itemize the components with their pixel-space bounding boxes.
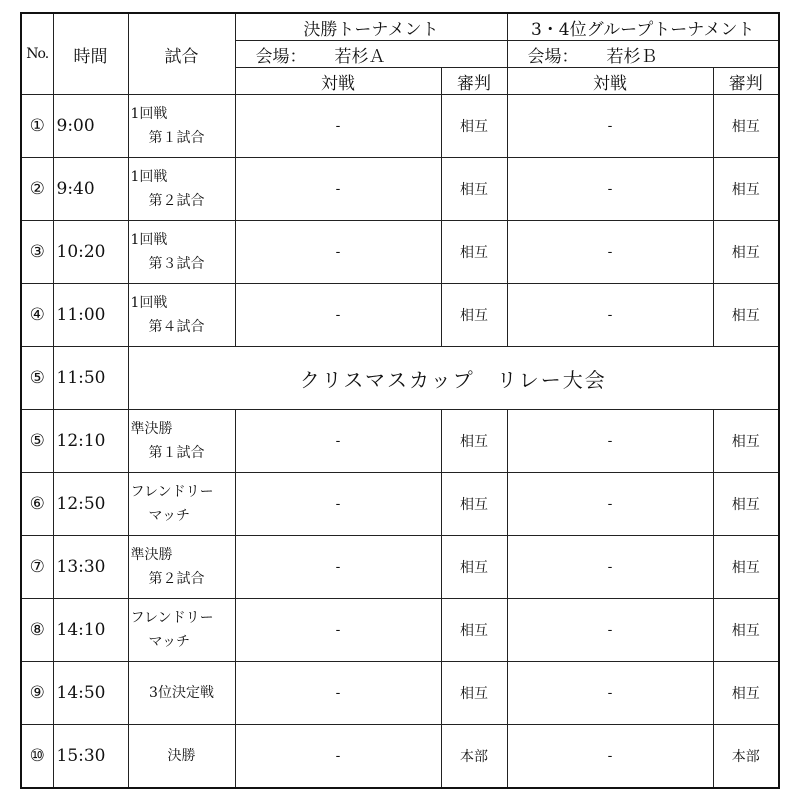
row-time: 12:10 (53, 410, 128, 473)
header-time: 時間 (53, 13, 128, 95)
schedule-sheet (20, 12, 780, 789)
row-match (128, 284, 235, 347)
versus-b: - (507, 284, 713, 347)
match-line-2: 第１試合 (148, 445, 205, 461)
schedule-table (20, 12, 780, 789)
row-time: 10:20 (53, 221, 128, 284)
table-row (21, 662, 779, 725)
referee-b: 相互 (713, 662, 779, 725)
row-number: ③ (21, 221, 53, 284)
match-line-2: 第１試合 (148, 130, 205, 146)
table-row (21, 95, 779, 158)
referee-a: 相互 (441, 599, 507, 662)
table-row (21, 284, 779, 347)
referee-a: 本部 (441, 725, 507, 789)
row-match (128, 725, 235, 789)
referee-a: 相互 (441, 473, 507, 536)
header-referee-a: 審判 (441, 68, 507, 95)
row-number: ① (21, 95, 53, 158)
row-time: 14:50 (53, 662, 128, 725)
referee-b: 相互 (713, 536, 779, 599)
match-line-1: 準決勝 (130, 547, 173, 563)
referee-a: 相互 (441, 284, 507, 347)
match-line-1: 1回戦 (130, 169, 168, 185)
row-match (128, 221, 235, 284)
versus-a: - (235, 536, 441, 599)
match-line-2: 第４試合 (148, 319, 205, 335)
row-number: ⑤ (21, 410, 53, 473)
match-line-1: フレンドリー (130, 484, 214, 500)
referee-a: 相互 (441, 536, 507, 599)
header-group-tournament: 3・4位グループトーナメント (507, 13, 779, 41)
row-event: クリスマスカップ リレー大会 (128, 347, 779, 410)
table-row (21, 599, 779, 662)
versus-a: - (235, 473, 441, 536)
row-match (128, 95, 235, 158)
match-line-1: 3位決定戦 (149, 685, 214, 701)
table-row (21, 536, 779, 599)
versus-b: - (507, 410, 713, 473)
referee-b: 相互 (713, 158, 779, 221)
row-time: 15:30 (53, 725, 128, 789)
row-time: 9:00 (53, 95, 128, 158)
table-row (21, 410, 779, 473)
row-number: ⑥ (21, 473, 53, 536)
venue-b-name: 若杉Ｂ (606, 46, 658, 67)
referee-a: 相互 (441, 95, 507, 158)
match-line-1: 決勝 (167, 748, 196, 764)
row-number: ⑧ (21, 599, 53, 662)
match-line-2: 第３試合 (148, 256, 205, 272)
referee-b: 相互 (713, 95, 779, 158)
versus-a: - (235, 599, 441, 662)
row-number: ⑦ (21, 536, 53, 599)
versus-b: - (507, 158, 713, 221)
table-row (21, 473, 779, 536)
row-time: 11:00 (53, 284, 128, 347)
row-match (128, 473, 235, 536)
match-line-1: 1回戦 (130, 232, 168, 248)
versus-b: - (507, 662, 713, 725)
versus-a: - (235, 662, 441, 725)
venue-a (235, 41, 507, 68)
match-line-2: 第２試合 (148, 571, 205, 587)
row-time: 12:50 (53, 473, 128, 536)
row-match (128, 410, 235, 473)
row-match (128, 536, 235, 599)
table-row (21, 158, 779, 221)
row-match (128, 158, 235, 221)
referee-b: 相互 (713, 599, 779, 662)
referee-b: 相互 (713, 221, 779, 284)
referee-a: 相互 (441, 221, 507, 284)
venue-b-label: 会場： (527, 46, 579, 67)
referee-b: 相互 (713, 473, 779, 536)
match-line-2: 第２試合 (148, 193, 205, 209)
header-referee-b: 審判 (713, 68, 779, 95)
versus-b: - (507, 473, 713, 536)
header-versus-b: 対戦 (507, 68, 713, 95)
versus-b: - (507, 725, 713, 789)
match-line-1: フレンドリー (130, 610, 214, 626)
row-number: ⑨ (21, 662, 53, 725)
row-time: 14:10 (53, 599, 128, 662)
referee-b: 相互 (713, 410, 779, 473)
row-time: 11:50 (53, 347, 128, 410)
versus-a: - (235, 284, 441, 347)
referee-a: 相互 (441, 410, 507, 473)
header-versus-a: 対戦 (235, 68, 441, 95)
row-time: 13:30 (53, 536, 128, 599)
versus-b: - (507, 599, 713, 662)
versus-b: - (507, 221, 713, 284)
versus-a: - (235, 725, 441, 789)
match-line-1: 準決勝 (130, 421, 173, 437)
table-row (21, 347, 779, 410)
row-time: 9:40 (53, 158, 128, 221)
versus-a: - (235, 95, 441, 158)
venue-b (507, 41, 779, 68)
referee-a: 相互 (441, 662, 507, 725)
row-number: ⑤ (21, 347, 53, 410)
row-number: ⑩ (21, 725, 53, 789)
row-number: ④ (21, 284, 53, 347)
table-row (21, 725, 779, 789)
row-match (128, 662, 235, 725)
header-match: 試合 (128, 13, 235, 95)
referee-a: 相互 (441, 158, 507, 221)
row-match (128, 599, 235, 662)
versus-a: - (235, 410, 441, 473)
versus-b: - (507, 536, 713, 599)
versus-a: - (235, 158, 441, 221)
match-line-2: マッチ (148, 508, 190, 524)
match-line-2: マッチ (148, 634, 190, 650)
venue-a-name: 若杉Ａ (334, 46, 386, 67)
versus-a: - (235, 221, 441, 284)
referee-b: 相互 (713, 284, 779, 347)
row-number: ② (21, 158, 53, 221)
match-line-1: 1回戦 (130, 106, 168, 122)
match-line-1: 1回戦 (130, 295, 168, 311)
header-no: No. (21, 13, 53, 95)
table-row (21, 221, 779, 284)
venue-a-label: 会場： (255, 46, 307, 67)
versus-b: - (507, 95, 713, 158)
referee-b: 本部 (713, 725, 779, 789)
header-final-tournament: 決勝トーナメント (235, 13, 507, 41)
